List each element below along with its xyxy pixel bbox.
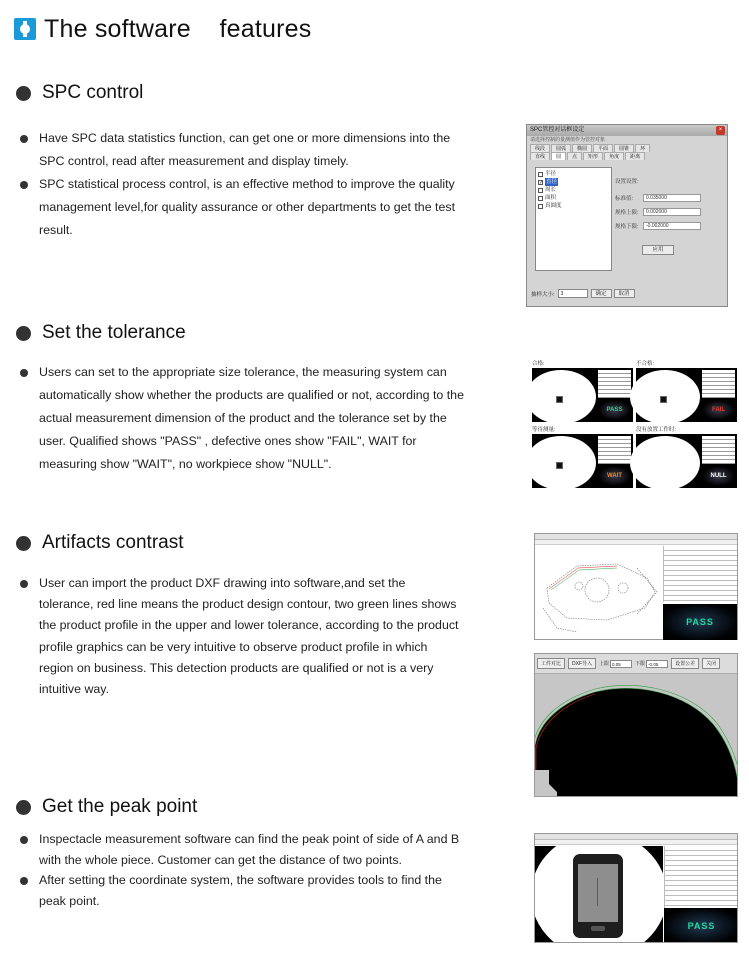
peak-point-window bbox=[534, 833, 738, 943]
tab-rectangle[interactable]: 矩形 bbox=[583, 152, 603, 160]
heading-bullet-icon bbox=[16, 536, 31, 551]
workpiece bbox=[660, 396, 667, 403]
peak-description bbox=[20, 829, 460, 911]
panel-label: 等待测量: bbox=[532, 427, 556, 433]
list-item[interactable] bbox=[538, 194, 609, 202]
bullet-text: Inspectacle measurement software can find the peak point of side of A and B with the whole piece. Customer can get the distance of two points. bbox=[39, 832, 460, 867]
bullet-icon bbox=[20, 836, 28, 844]
set-tolerance-button[interactable]: 设置公差 bbox=[671, 658, 699, 669]
tab-line-segment[interactable]: 线段 bbox=[530, 144, 550, 152]
list-item-label: 直径 bbox=[546, 179, 558, 185]
artifacts-description bbox=[20, 573, 462, 700]
camera-view bbox=[532, 368, 633, 422]
result-table bbox=[598, 436, 631, 464]
list-item[interactable] bbox=[538, 178, 609, 186]
tab-line[interactable]: 直线 bbox=[530, 152, 550, 160]
contour-view bbox=[535, 674, 738, 797]
spc-settings-dialog bbox=[526, 124, 728, 307]
pass-status-badge: PASS bbox=[664, 908, 738, 943]
upper-limit-input[interactable]: 0.05 bbox=[610, 660, 632, 668]
panel-label: 合格: bbox=[532, 361, 545, 367]
tolerance-description bbox=[20, 361, 468, 476]
tab-row-2 bbox=[527, 152, 727, 160]
checkbox[interactable] bbox=[538, 188, 543, 193]
list-item-label: 面积 bbox=[545, 195, 557, 201]
spc-form bbox=[615, 177, 701, 233]
tab-row-1 bbox=[527, 144, 727, 152]
tab-ring[interactable]: 环 bbox=[635, 144, 650, 152]
list-item[interactable] bbox=[538, 186, 609, 194]
bullet-text: Users can set to the appropriate size tolerance, the measuring system can automatically show whether the products are qualified or not, according to the actual measurement dimension of the product and the tolerance set by the user. Qualified shows "PASS" , defective ones show "FAIL", WAIT for measuring show "WAIT", no workpiece show "NULL". bbox=[39, 365, 464, 471]
section-title: Artifacts contrast bbox=[42, 532, 184, 553]
peak-measure-line bbox=[597, 878, 598, 906]
contour-zoom-window bbox=[534, 653, 738, 797]
comparison-toolbar bbox=[535, 654, 737, 674]
tab-angle[interactable]: 角度 bbox=[604, 152, 624, 160]
dxf-drawing bbox=[537, 548, 662, 640]
bullet-icon bbox=[20, 369, 28, 377]
dialog-titlebar bbox=[527, 125, 727, 136]
camera-view bbox=[636, 368, 737, 422]
dialog-subtitle: 请选择控制的量测值作为管控对象 bbox=[530, 137, 606, 143]
phone-home-button bbox=[591, 926, 605, 931]
lower-limit-input[interactable]: -0.05 bbox=[646, 660, 668, 668]
tolerance-panel-null bbox=[636, 426, 737, 488]
toolbar bbox=[535, 840, 737, 845]
tab-circle[interactable]: 圆 bbox=[551, 152, 566, 160]
section-title: Set the tolerance bbox=[42, 322, 186, 343]
pass-status-badge: PASS bbox=[663, 604, 737, 640]
ok-button[interactable]: 确定 bbox=[591, 289, 612, 298]
bullet-text: SPC statistical process control, is an effective method to improve the quality management level,for quality assurance or other departments to get the test result. bbox=[39, 177, 456, 237]
lens-circle bbox=[630, 436, 700, 490]
page-title bbox=[14, 12, 311, 46]
panel-label: 不合格: bbox=[636, 361, 655, 367]
list-item[interactable] bbox=[538, 202, 609, 210]
tab-distance[interactable]: 距离 bbox=[625, 152, 645, 160]
status-badge: FAIL bbox=[702, 400, 735, 420]
lower-limit-label: 下限 bbox=[635, 661, 646, 667]
dxf-comparison-window bbox=[534, 533, 738, 640]
phone-screen bbox=[578, 864, 618, 922]
bullet-text: User can import the product DXF drawing into software,and set the tolerance, red line means the product design contour, two green lines shows the product profile in the upper and lower tolerance, according to the product profile graphics can be very intuitive to observe product profile in which region on business. This detection products are qualified or not is a very intuitive way. bbox=[39, 576, 459, 697]
section-heading-spc bbox=[16, 82, 143, 104]
status-badge: NULL bbox=[702, 466, 735, 486]
panel-label: 没有放置工件时: bbox=[636, 427, 677, 433]
bullet-text: After setting the coordinate system, the software provides tools to find the peak point. bbox=[39, 873, 442, 908]
status-badge: PASS bbox=[598, 400, 631, 420]
result-table bbox=[702, 436, 735, 464]
section-heading-tolerance bbox=[16, 322, 186, 344]
heading-bullet-icon bbox=[16, 800, 31, 815]
form-row bbox=[615, 205, 701, 219]
field-label: 标准值: bbox=[615, 196, 634, 202]
camera-view bbox=[532, 434, 633, 488]
result-table bbox=[598, 370, 631, 398]
page-title-text: The software features bbox=[44, 14, 312, 43]
tolerance-panel-pass bbox=[532, 360, 633, 422]
bullet-icon bbox=[20, 877, 28, 885]
spc-description bbox=[20, 127, 460, 242]
list-item bbox=[20, 361, 468, 476]
close-button[interactable]: 关闭 bbox=[702, 658, 720, 669]
checkbox-checked[interactable]: ✓ bbox=[539, 179, 544, 186]
heading-bullet-icon bbox=[16, 86, 31, 101]
tolerance-panel-wait bbox=[532, 426, 633, 488]
form-row bbox=[615, 191, 701, 205]
checkbox[interactable] bbox=[538, 172, 543, 177]
list-item[interactable] bbox=[538, 170, 609, 178]
upper-limit-field[interactable]: 0.002000 bbox=[643, 208, 701, 216]
tab-ellipse[interactable]: 椭圆 bbox=[572, 144, 592, 152]
cancel-button[interactable]: 取消 bbox=[614, 289, 635, 298]
field-label: 规格上限: bbox=[615, 210, 639, 216]
tolerance-panel-fail bbox=[636, 360, 737, 422]
list-item bbox=[20, 127, 460, 173]
tab-arc[interactable]: 圆弧 bbox=[551, 144, 571, 152]
sample-size-input[interactable]: 3 bbox=[558, 289, 588, 298]
measurement-table bbox=[663, 546, 737, 602]
camera-view bbox=[535, 846, 663, 943]
list-item-label: 真圆度 bbox=[545, 203, 562, 209]
list-item-label: 周长 bbox=[545, 187, 557, 193]
list-item bbox=[20, 573, 462, 700]
title-gear-icon bbox=[14, 18, 36, 40]
tolerance-status-panels bbox=[532, 360, 738, 490]
bullet-icon bbox=[20, 135, 28, 143]
workpiece bbox=[556, 396, 563, 403]
form-title: 设置设置: bbox=[615, 179, 639, 185]
form-row bbox=[615, 219, 701, 233]
compare-button[interactable]: 工件对比 bbox=[537, 658, 565, 669]
dialog-title: SPC管控对话框设定 bbox=[530, 127, 585, 133]
dxf-import-button[interactable]: DXF导入 bbox=[568, 658, 596, 669]
upper-limit-label: 上限 bbox=[599, 661, 610, 667]
measurement-list bbox=[535, 167, 612, 271]
workpiece bbox=[556, 462, 563, 469]
list-item-label: 半径 bbox=[545, 171, 557, 177]
close-icon[interactable]: × bbox=[716, 126, 725, 135]
list-item bbox=[20, 173, 460, 242]
bullet-text: Have SPC data statistics function, can get one or more dimensions into the SPC control, read after measurement and display timely. bbox=[39, 131, 451, 168]
measurement-table bbox=[664, 846, 738, 908]
tab-cone[interactable]: 圆锥 bbox=[614, 144, 634, 152]
field-label: 规格下限: bbox=[615, 224, 639, 230]
sample-size-label: 抽样大小: bbox=[531, 291, 555, 298]
dialog-footer bbox=[531, 289, 637, 298]
status-badge: WAIT bbox=[598, 466, 631, 486]
apply-button[interactable]: 应用 bbox=[642, 245, 674, 255]
checkbox[interactable] bbox=[538, 204, 543, 209]
section-title: Get the peak point bbox=[42, 796, 198, 817]
toolbar bbox=[535, 540, 737, 545]
result-table bbox=[702, 370, 735, 398]
heading-bullet-icon bbox=[16, 326, 31, 341]
list-item bbox=[20, 870, 460, 911]
bullet-icon bbox=[20, 580, 28, 588]
section-title: SPC control bbox=[42, 82, 144, 103]
standard-value-field[interactable]: 0.035000 bbox=[643, 194, 701, 202]
section-heading-artifacts bbox=[16, 532, 184, 554]
bullet-icon bbox=[20, 181, 28, 189]
phone-workpiece bbox=[573, 854, 623, 938]
checkbox[interactable] bbox=[538, 196, 543, 201]
tab-point[interactable]: 点 bbox=[567, 152, 582, 160]
camera-view bbox=[636, 434, 737, 488]
section-heading-peak bbox=[16, 796, 197, 818]
tab-plane[interactable]: 平面 bbox=[593, 144, 613, 152]
lower-limit-field[interactable]: -0.002000 bbox=[643, 222, 701, 230]
list-item bbox=[20, 829, 460, 870]
